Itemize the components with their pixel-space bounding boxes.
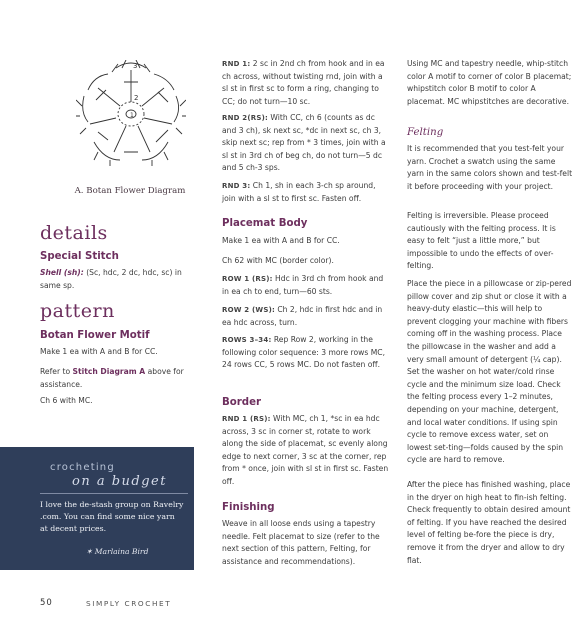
special-stitch-heading: Special Stitch bbox=[40, 251, 119, 262]
diagram-label-2: 2 bbox=[134, 94, 139, 102]
placemat-chain-text: Ch 62 with MC (border color). bbox=[222, 256, 334, 265]
border-rnd1-paragraph bbox=[222, 413, 390, 489]
motif-refer-text bbox=[40, 366, 202, 391]
row2-label: ROW 2 (WS): bbox=[222, 306, 275, 314]
felting-heading: Felting bbox=[407, 127, 444, 138]
rnd2-label: RND 2(RS): bbox=[222, 114, 268, 122]
botan-flower-stitch-diagram bbox=[76, 60, 186, 168]
rnd1-label: RND 1: bbox=[222, 60, 251, 68]
rows3-34-paragraph bbox=[222, 334, 390, 372]
felting-paragraph-1: It is recommended that you test-felt your yarn. Crochet a swatch using the same yarn in the same colors shown and test-felt it before proceeding with your project. bbox=[407, 144, 573, 191]
placemat-body-heading: Placemat Body bbox=[222, 218, 308, 229]
shell-definition bbox=[40, 267, 202, 292]
magazine-title: SIMPLY CROCHET bbox=[86, 599, 172, 608]
refer-suffix: above for assistance. bbox=[40, 367, 184, 389]
pattern-heading: pattern bbox=[40, 300, 115, 322]
diagram-label-3: 3 bbox=[133, 62, 138, 70]
row2-paragraph bbox=[222, 304, 390, 329]
rows3-34-label: ROWS 3–34: bbox=[222, 336, 272, 344]
finishing-text: Weave in all loose ends using a tapestry needle. Felt placemat to size (refer to the next section of this pattern, Felting, for assistance and recommendations). bbox=[222, 519, 380, 566]
quote-line-1: I love the de-stash group on Ravelry bbox=[40, 500, 184, 509]
quote-line-2: .com. You can find some nice yarn bbox=[40, 512, 175, 521]
page-number: 50 bbox=[40, 598, 53, 608]
rows3-34-text: Rep Row 2, working in the following color sequence: 3 more rows MC, 24 rows CC, 5 rows MC. Do not fasten off. bbox=[222, 335, 386, 370]
crocheting-on-a-budget-sidebar bbox=[0, 447, 194, 570]
felting-paragraph-2: Felting is irreversible. Please proceed cautiously with the felting process. It is easy to felt “just a little more,” but impossible to undo the effects of over-felting. bbox=[407, 211, 556, 271]
felting-paragraph-3: Place the piece in a pillowcase or zip-pered pillow cover and zip shut or close it with a heavy-duty elastic—this will help to prevent clogging your machine with fibers coming off in the washing process. Place the pillowcase in the washer and add a very small amount of detergent (¼ cap). Set the washer on hot water/cold rinse cycle and the minimum size load. Check the felting process every 1–2 minutes, depending on your machine, detergent, and local water conditions. If using spin cycle to remove excess water, set on lowest set-ting—folds caused by the spin cycle are hard to remove. bbox=[407, 279, 572, 465]
rnd1-paragraph bbox=[222, 58, 390, 108]
rnd2-paragraph bbox=[222, 112, 390, 175]
budget-title: on a budget bbox=[72, 474, 167, 489]
refer-prefix: Refer to bbox=[40, 367, 73, 376]
rnd3-text: Ch 1, sh in each 3-ch sp around, join with a sl st to first sc. Fasten off. bbox=[222, 181, 376, 203]
border-rnd1-label: RND 1 (RS): bbox=[222, 415, 271, 423]
rnd3-label: RND 3: bbox=[222, 182, 251, 190]
details-heading: details bbox=[40, 222, 108, 244]
rnd1-text: 2 sc in 2nd ch from hook and in ea ch across, without twisting rnd, join with a sl st in first sc to form a ring, changing to CC; do not turn—10 sc. bbox=[222, 59, 385, 106]
row1-paragraph bbox=[222, 273, 390, 298]
rnd3-paragraph bbox=[222, 180, 390, 205]
shell-label: Shell (sh): bbox=[40, 268, 84, 277]
border-rnd1-text: With MC, ch 1, *sc in ea hdc across, 3 sc in corner st, rotate to work along the side of placemat, sc evenly along edge to next corner, 3 sc at the corner, rep from * once, join with sl st in first sc. Fasten off. bbox=[222, 414, 389, 486]
placemat-make-text: Make 1 ea with A and B for CC. bbox=[222, 236, 340, 245]
row2-text: Ch 2, hdc in first hdc and in ea hdc across, turn. bbox=[222, 305, 383, 327]
motif-chain-text: Ch 6 with MC. bbox=[40, 396, 93, 405]
shell-definition-text: (Sc, hdc, 2 dc, hdc, sc) in same sp. bbox=[40, 268, 182, 290]
row1-label: ROW 1 (RS): bbox=[222, 275, 273, 283]
rnd2-text: With CC, ch 6 (counts as dc and 3 ch), sk next sc, *dc in next sc, ch 3, skip next sc; rep from * 3 times, join with a sl st in 3rd ch of beg ch, do not turn—5 dc and 5 ch-3 sps. bbox=[222, 113, 386, 173]
budget-kicker: crocheting bbox=[50, 462, 115, 473]
border-heading: Border bbox=[222, 397, 262, 408]
budget-quote bbox=[40, 499, 190, 535]
stitch-diagram-svg bbox=[76, 60, 186, 168]
whipstitch-paragraph: Using MC and tapestry needle, whip-stitch color A motif to corner of color B placemat; whipstitch color B motif to color A placemat. MC whipstitches are decorative. bbox=[407, 59, 572, 106]
felting-paragraph-4: After the piece has finished washing, place in the dryer on high heat to fin-ish felting. Check frequently to obtain desired amount of felting. If you have reached the desired level of felting be-fore the piece is dry, remove it from the dryer and allow to dry flat. bbox=[407, 480, 571, 565]
motif-make-text: Make 1 ea with A and B for CC. bbox=[40, 347, 158, 356]
stitch-diagram-link: Stitch Diagram A bbox=[72, 367, 146, 376]
budget-divider bbox=[40, 493, 188, 494]
diagram-caption: A. Botan Flower Diagram bbox=[74, 186, 186, 196]
row1-text: Hdc in 3rd ch from hook and in ea ch to end, turn—60 sts. bbox=[222, 274, 384, 296]
finishing-heading: Finishing bbox=[222, 502, 275, 513]
budget-quote-author: ✶ Marlaina Bird bbox=[86, 547, 149, 556]
quote-line-3: at decent prices. bbox=[40, 524, 107, 533]
botan-flower-motif-heading: Botan Flower Motif bbox=[40, 330, 150, 341]
diagram-label-1: 1 bbox=[130, 112, 134, 119]
